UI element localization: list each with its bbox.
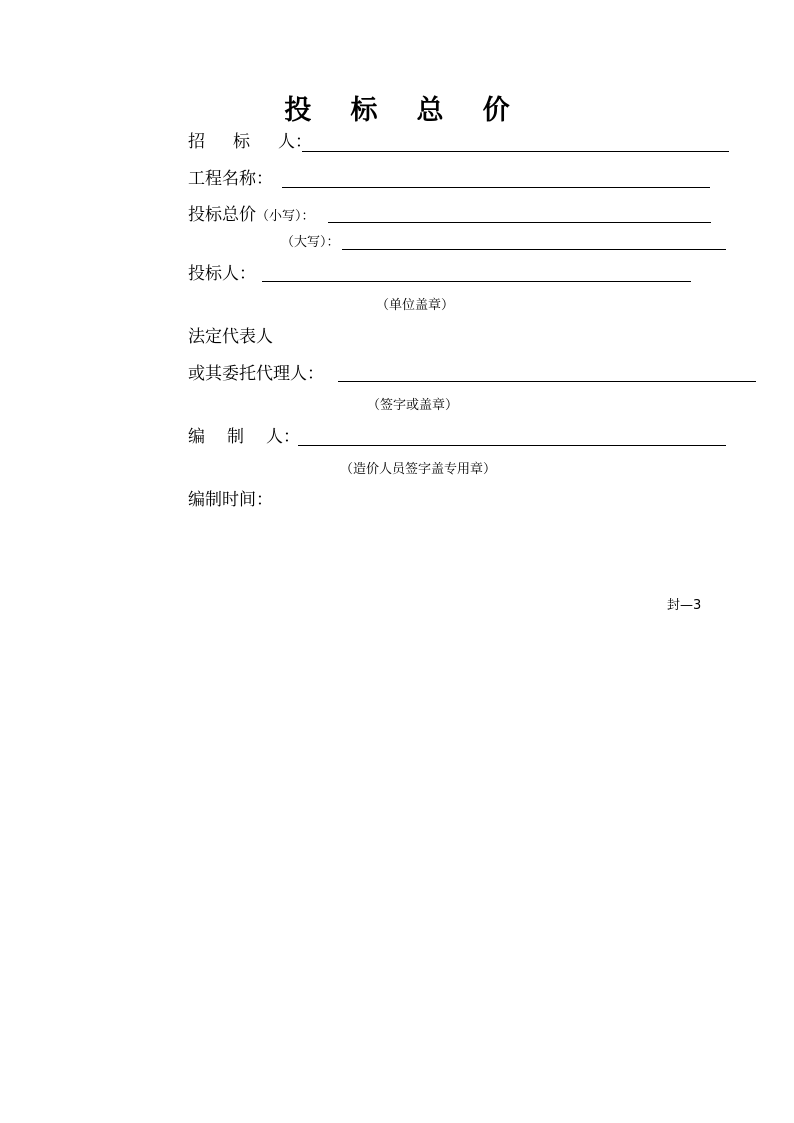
bidder-seal-note: （单位盖章） [376,298,455,313]
compiler-label: 编 制 人： [188,427,300,447]
page-title: 投 标 总 价 [284,95,525,126]
total-price-upper-input-line[interactable] [342,249,726,250]
legal-rep-sign-note: （签字或盖章） [367,398,459,413]
upper-case-note: （大写）： [281,235,340,250]
total-price-label: 投标总价（小写）： [188,205,315,225]
lower-case-note: （小写）： [256,209,315,224]
compile-time-label: 编制时间： [188,490,273,510]
page-mark: 封—3 [667,598,702,613]
total-price-lower-input-line[interactable] [328,222,711,223]
bidder-label: 投标人： [188,264,256,284]
project-name-label: 工程名称： [188,169,273,189]
project-name-input-line[interactable] [282,187,710,188]
bidder-input-line[interactable] [262,281,691,282]
tenderee-input-line[interactable] [302,151,729,152]
legal-rep-label-line1: 法定代表人 [188,327,273,347]
tenderee-label: 招 标 人： [188,132,312,152]
compiler-seal-note: （造价人员签字盖专用章） [340,462,497,477]
compiler-input-line[interactable] [298,445,726,446]
legal-rep-input-line[interactable] [338,381,756,382]
legal-rep-label-line2: 或其委托代理人： [188,364,324,384]
